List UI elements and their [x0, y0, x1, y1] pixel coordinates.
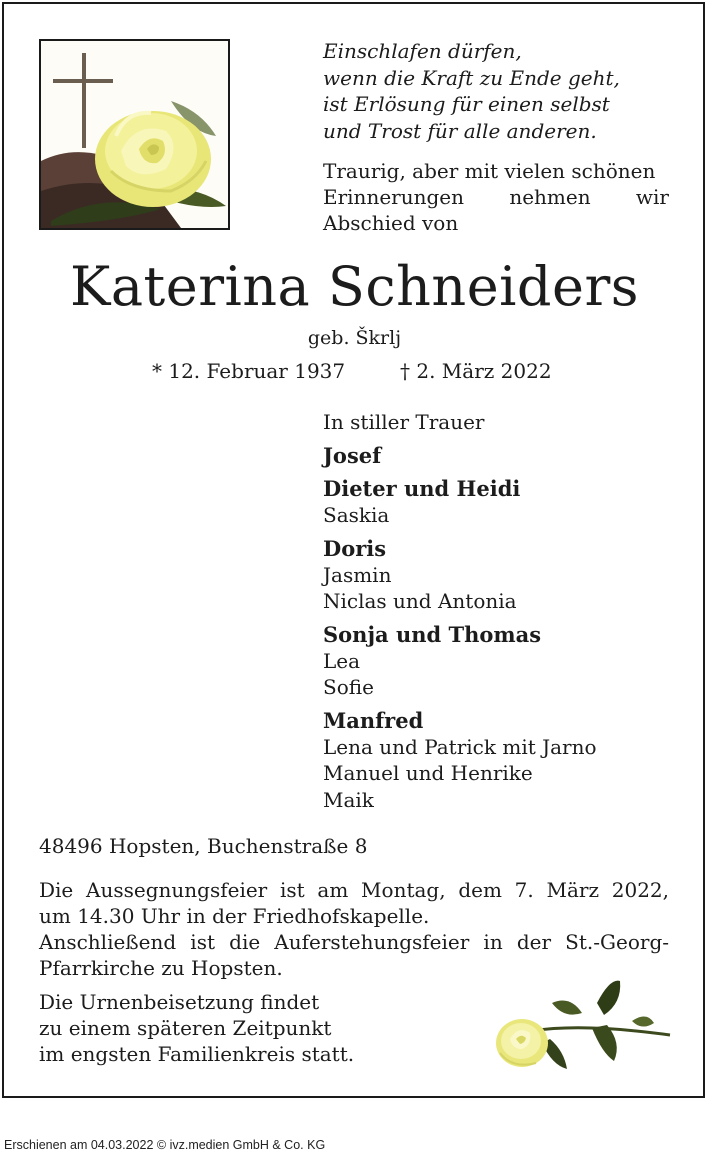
mourner-group-head: Sonja und Thomas	[323, 621, 542, 647]
mourner-member: Niclas und Antonia	[323, 589, 517, 613]
service-line: Pfarrkirche zu Hopsten.	[39, 956, 283, 980]
mourner-member: Maik	[323, 787, 374, 812]
intro-line: Erinnerungen nehmen wir	[323, 185, 669, 209]
mourner-group-head: Dieter und Heidi	[323, 476, 521, 501]
cross-and-rose-image	[39, 39, 230, 230]
urn-line: im engsten Familienkreis statt.	[39, 1042, 355, 1066]
intro-line: Traurig, aber mit vielen schönen	[323, 159, 656, 183]
mourner-member: Sofie	[323, 675, 374, 699]
service-line: um 14.30 Uhr in der Friedhofskapelle.	[39, 904, 430, 928]
address: 48496 Hopsten, Buchenstraße 8	[39, 834, 368, 858]
urn-burial-info	[39, 989, 354, 1067]
yellow-rose-icon	[492, 973, 674, 1077]
cross-rose-picture	[41, 41, 228, 228]
mourner-group-head: Josef	[323, 443, 382, 468]
mourner-member: Saskia	[323, 503, 390, 527]
mourner-group	[323, 707, 683, 814]
service-line: Die Aussegnungsfeier ist am Montag, dem 7. März 2022,	[39, 878, 669, 902]
mourner-member: Manuel und Henrike	[323, 761, 533, 785]
poem-line: wenn die Kraft zu Ende geht,	[323, 65, 620, 90]
urn-line: zu einem späteren Zeitpunkt	[39, 1016, 332, 1040]
death-date: † 2. März 2022	[400, 359, 552, 383]
mourner-group	[323, 442, 683, 469]
service-info	[39, 877, 669, 981]
mourners-lead: In stiller Trauer	[323, 410, 485, 434]
birth-date: * 12. Februar 1937	[152, 359, 346, 383]
mourner-member: Lea	[323, 648, 361, 673]
poem-line: ist Erlösung für einen selbst	[323, 92, 610, 116]
poem	[323, 38, 620, 144]
mourners-list	[323, 409, 683, 813]
publication-footer: Erschienen am 04.03.2022 © ivz.medien GmbH & Co. KG	[4, 1138, 326, 1152]
mourner-group	[323, 475, 683, 529]
mourner-group-head: Doris	[323, 535, 387, 561]
urn-line: Die Urnenbeisetzung findet	[39, 990, 320, 1014]
deceased-name: Katerina Schneiders	[70, 255, 639, 318]
poem-line: und Trost für alle anderen.	[323, 118, 597, 143]
intro-line: Abschied von	[323, 211, 459, 235]
mourner-member: Jasmin	[323, 562, 392, 587]
intro-text	[323, 158, 669, 236]
yellow-rose-icon	[95, 111, 211, 207]
maiden-name: geb. Škrlj	[307, 327, 402, 349]
mourner-group	[323, 621, 683, 701]
poem-line: Einschlafen dürfen,	[323, 39, 522, 63]
mourner-member: Lena und Patrick mit Jarno	[323, 734, 597, 759]
mourner-group-head: Manfred	[323, 707, 424, 733]
mourner-group	[323, 535, 683, 615]
service-line: Anschließend ist die Auferstehungsfeier in der St.-Georg-	[39, 930, 669, 954]
